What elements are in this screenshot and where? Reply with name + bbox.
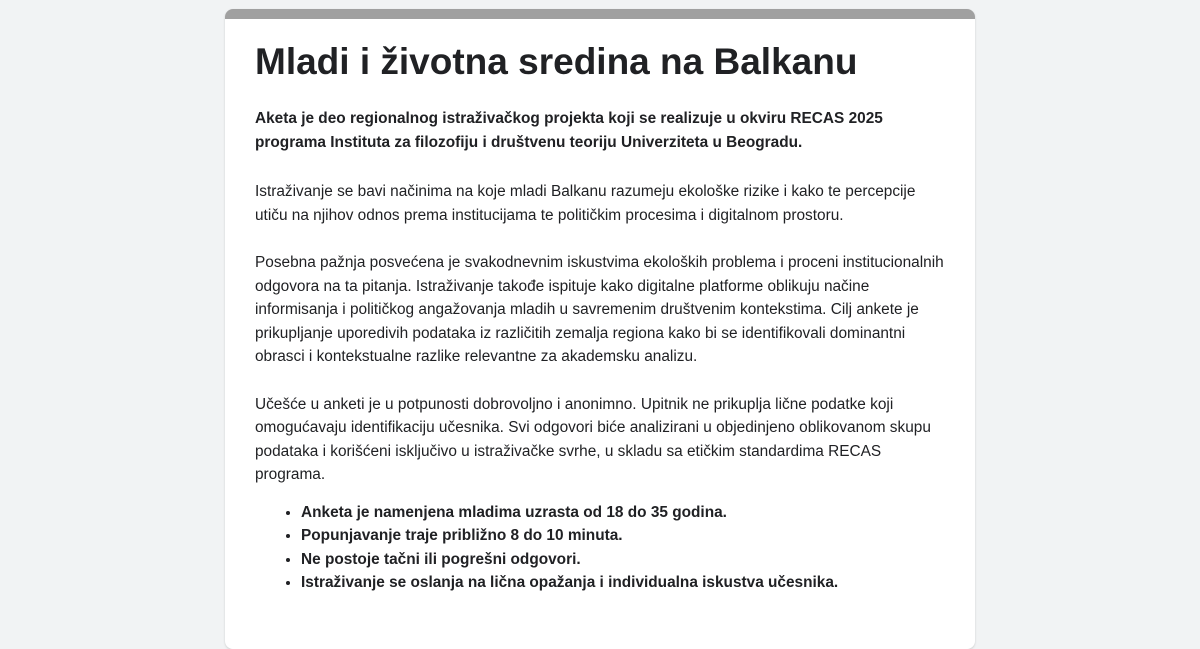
form-title: Mladi i životna sredina na Balkanu: [255, 41, 858, 82]
list-item: • Ne postoje tačni ili pogrešni odgovori.: [301, 548, 945, 572]
list-item: • Anketa je namenjena mladima uzrasta od 18 do 35 godina.: [301, 501, 945, 525]
form-paragraph-1: Istraživanje se bavi načinima na koje mladi Balkanu razumeju ekološke rizike i kako te percepcije utiču na njihov odnos prema institucijama te političkim procesima i digitalnom prostoru.: [255, 183, 916, 224]
list-item: • Istraživanje se oslanja na lična opažanja i individualna iskustva učesnika.: [301, 571, 945, 595]
form-intro: Aketa je deo regionalnog istraživačkog projekta koji se realizuje u okviru RECAS 2025 programa Instituta za filozofiju i društvenu teoriju Univerziteta u Beogradu.: [255, 110, 883, 151]
form-accent-bar: [225, 9, 975, 19]
form-card: [225, 9, 975, 649]
list-item: • Popunjavanje traje približno 8 do 10 minuta.: [301, 524, 945, 548]
form-paragraph-2: Posebna pažnja posvećena je svakodnevnim iskustvima ekoloških problema i proceni institucionalnih odgovora na ta pitanja. Istraživanje takođe ispituje kako digitalne platforme oblikuju načine informisanja i političkog angažovanja mladih u savremenim društvenim kontekstima. Cilj ankete je prikupljanje uporedivih podataka iz različitih zemalja regiona kako bi se identifikovali dominantni obrasci i kontekstualne razlike relevantne za akademsku analizu.: [255, 254, 944, 365]
form-notes-list: [255, 501, 945, 595]
form-paragraph-3: Učešće u anketi je u potpunosti dobrovoljno i anonimno. Upitnik ne prikuplja lične podatke koji omogućavaju identifikaciju učesnika. Svi odgovori biće analizirani u objedinjeno oblikovanom skupu podataka i korišćeni isključivo u istraživačke svrhe, u skladu sa etičkim standardima RECAS programa.: [255, 395, 931, 483]
form-header: [225, 19, 975, 595]
